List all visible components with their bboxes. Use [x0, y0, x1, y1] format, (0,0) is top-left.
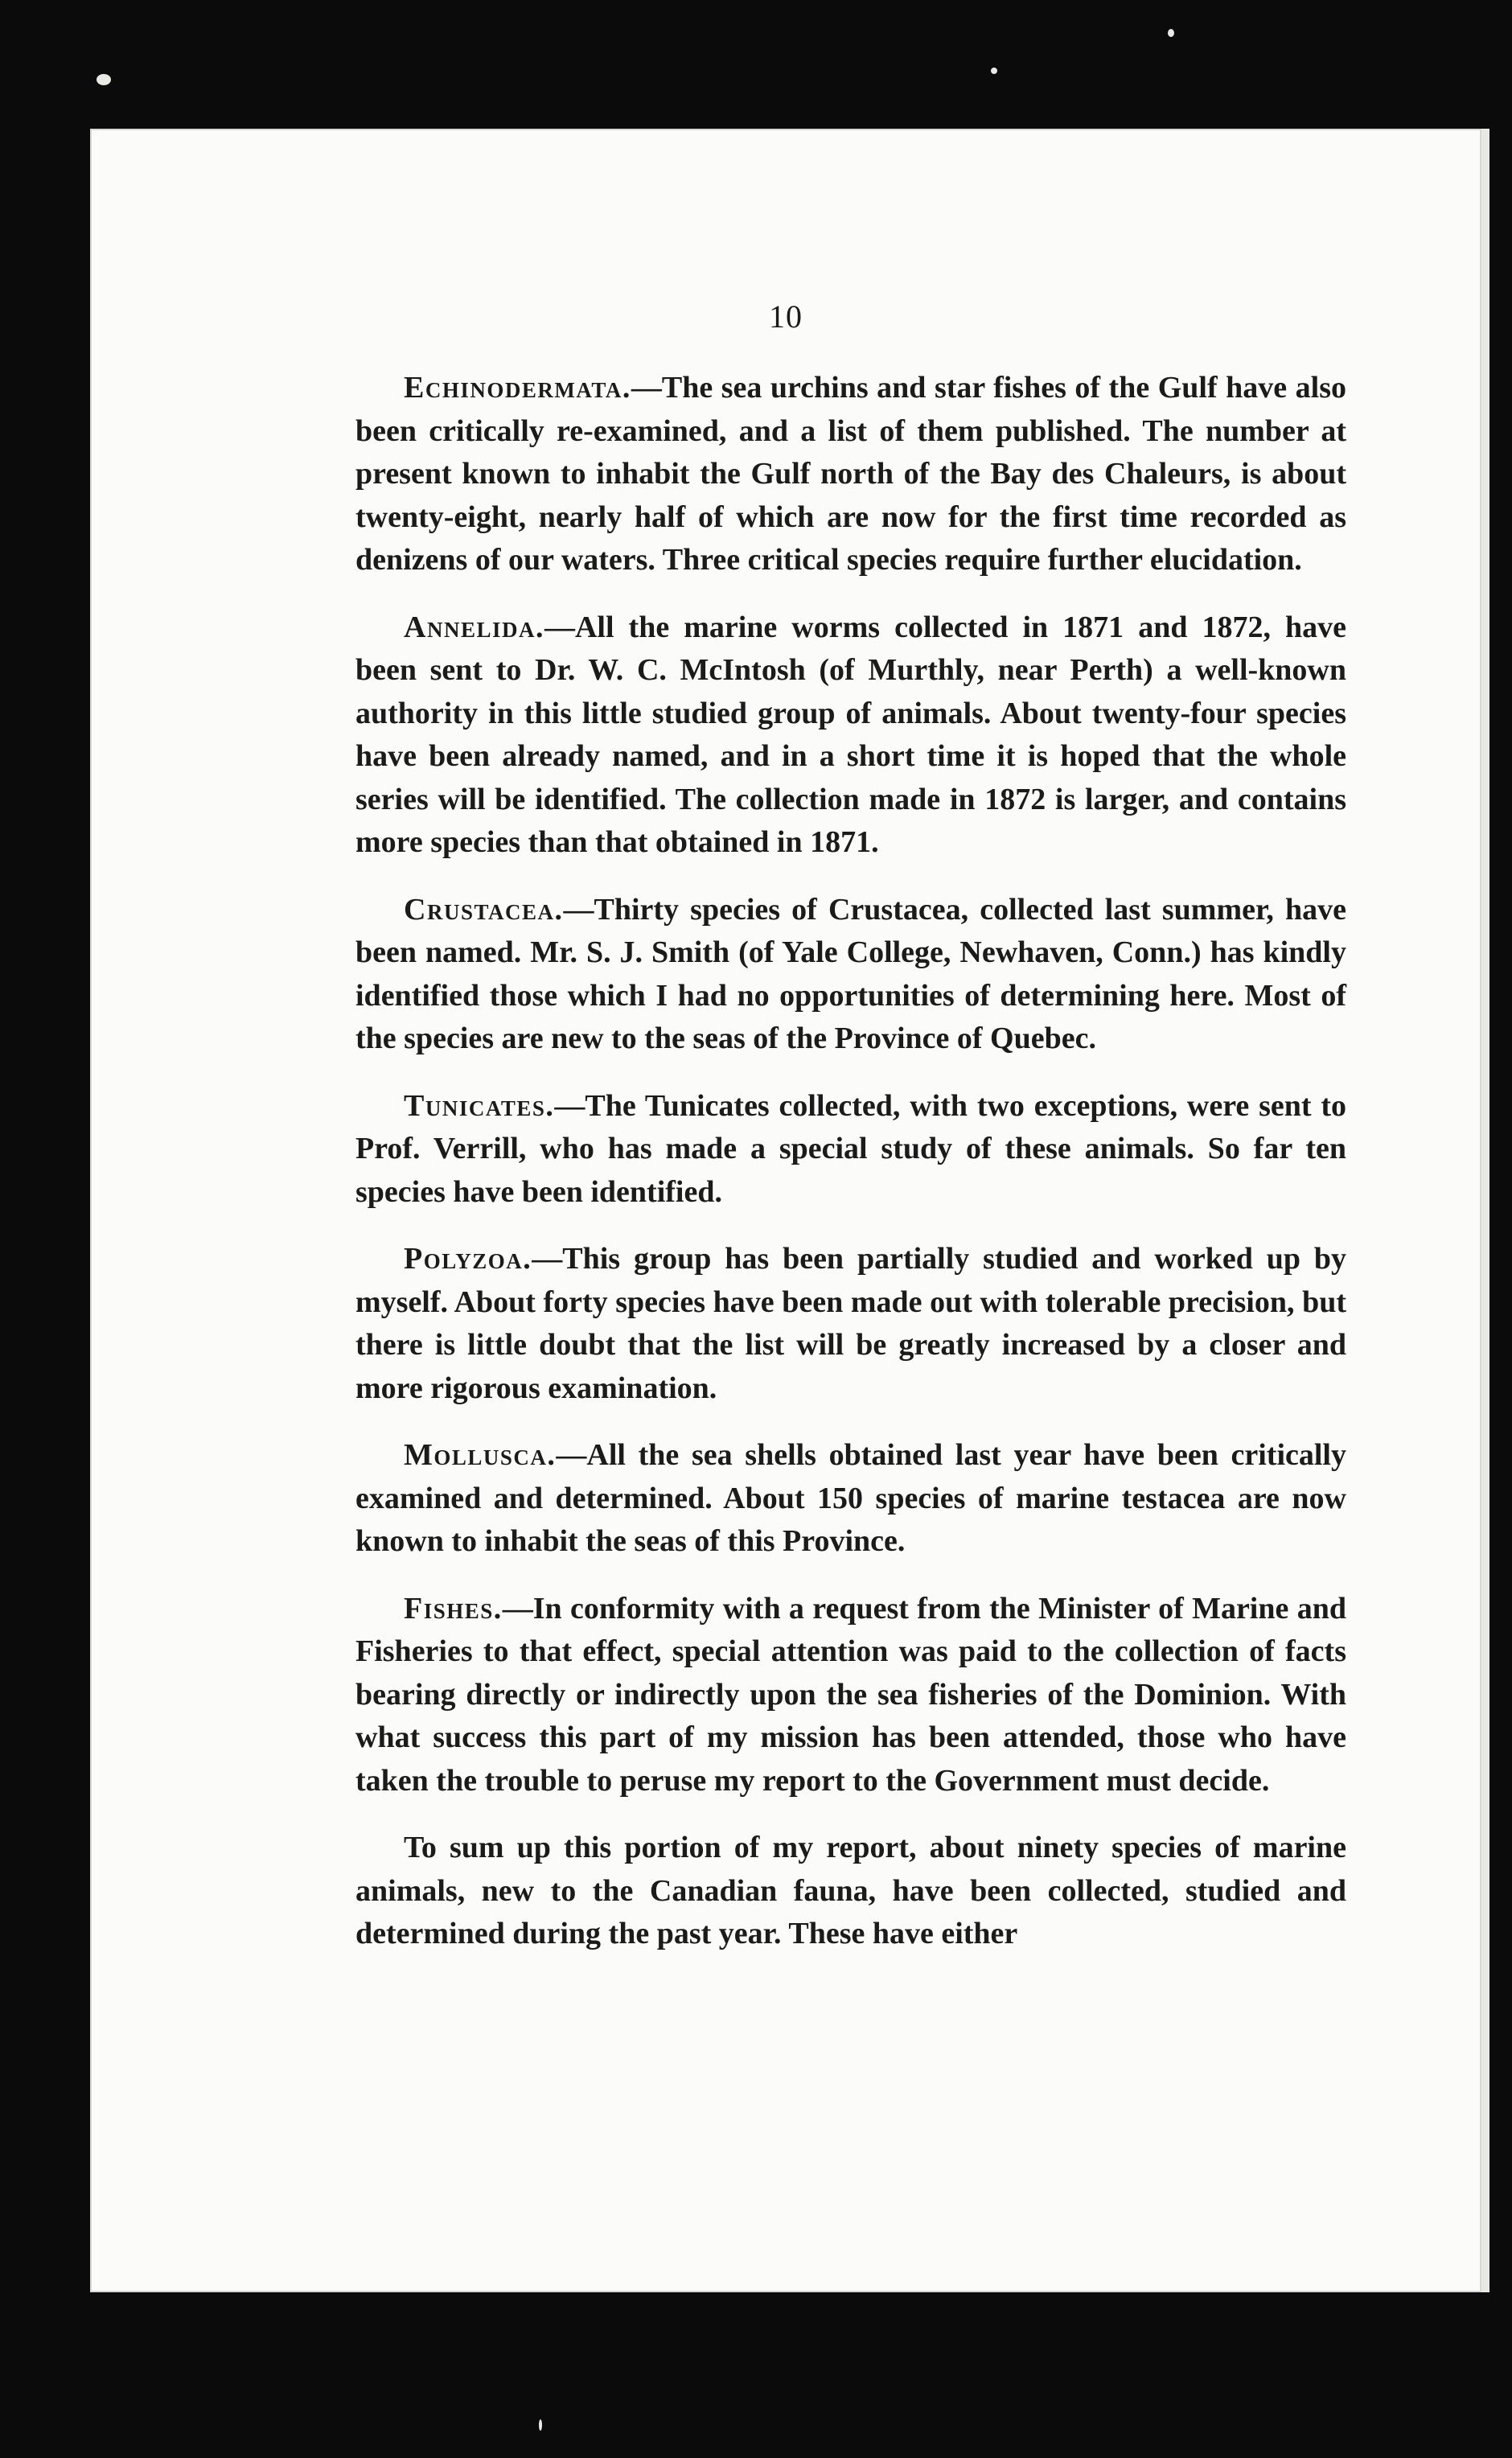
- section-heading: Annelida.: [404, 610, 544, 644]
- section-heading: Fishes.: [404, 1591, 503, 1626]
- document-page: [90, 129, 1481, 2292]
- paragraph-mollusca: [355, 1434, 1346, 1564]
- section-heading: Polyzoa.: [404, 1242, 532, 1276]
- paragraph-tunicates: [355, 1085, 1346, 1215]
- section-heading: Echinodermata.: [404, 371, 631, 405]
- paragraph-echinodermata: [355, 367, 1346, 582]
- page-edge: [1481, 129, 1489, 2292]
- scan-speck: [991, 68, 997, 74]
- body-text: [355, 367, 1346, 1980]
- paragraph-text: —All the marine worms collected in 1871 and 1872, have been sent to Dr. W. C. McIntosh (of Murthly, near Perth) a well-known authority in this little studied group of animals. About twenty-four species have been already named, and in a short time it is hoped that the whole series will be identified. The collection made in 1872 is larger, and contains more species than that obtained in 1871.: [355, 610, 1346, 859]
- paragraph-annelida: [355, 606, 1346, 865]
- scan-speck: [97, 74, 111, 85]
- paragraph-text: —Thirty species of Crustacea, collected last summer, have been named. Mr. S. J. Smith (of Yale College, Newhaven, Conn.) has kindly identified those which I had no opportunities of determining here. Most of the species are new to the seas of the Province of Quebec.: [355, 892, 1346, 1055]
- paragraph-polyzoa: [355, 1238, 1346, 1410]
- paragraph-summary: [355, 1827, 1346, 1956]
- paragraph-fishes: [355, 1588, 1346, 1803]
- paragraph-text: —The sea urchins and star fishes of the Gulf have also been critically re-examined, and a list of them published. The number at present known to inhabit the Gulf north of the Bay des Chaleurs, is about twenty-eight, nearly half of which are now for the first time recorded as denizens of our waters. Three critical species require further elucidation.: [355, 371, 1346, 577]
- paragraph-text: —In conformity with a request from the Minister of Marine and Fisheries to that effect, special attention was paid to the collection of facts bearing directly or indirectly upon the sea fisheries of the Dominion. With what success this part of my mission has been attended, those who have taken the trouble to peruse my report to the Government must decide.: [355, 1591, 1346, 1798]
- paragraph-crustacea: [355, 889, 1346, 1061]
- page-number: 10: [769, 298, 803, 335]
- paragraph-text: —The Tunicates collected, with two exceptions, were sent to Prof. Verrill, who has made a special study of these animals. So far ten species have been identified.: [355, 1088, 1346, 1209]
- scan-speck: [1168, 29, 1174, 37]
- paragraph-text: —All the sea shells obtained last year have been critically examined and determined. About 150 species of marine testacea are now known to inhabit the seas of this Province.: [355, 1438, 1346, 1558]
- scan-speck: [539, 2419, 542, 2431]
- paragraph-text: To sum up this portion of my report, about ninety species of marine animals, new to the Canadian fauna, have been collected, studied and determined during the past year. These have either: [355, 1831, 1346, 1950]
- section-heading: Mollusca.: [404, 1438, 557, 1472]
- section-heading: Crustacea.: [404, 892, 564, 927]
- paragraph-text: —This group has been partially studied and worked up by myself. About forty species have been made out with tolerable precision, but there is little doubt that the list will be greatly increased by a closer and more rigorous examination.: [355, 1242, 1346, 1405]
- section-heading: Tunicates.: [404, 1088, 555, 1123]
